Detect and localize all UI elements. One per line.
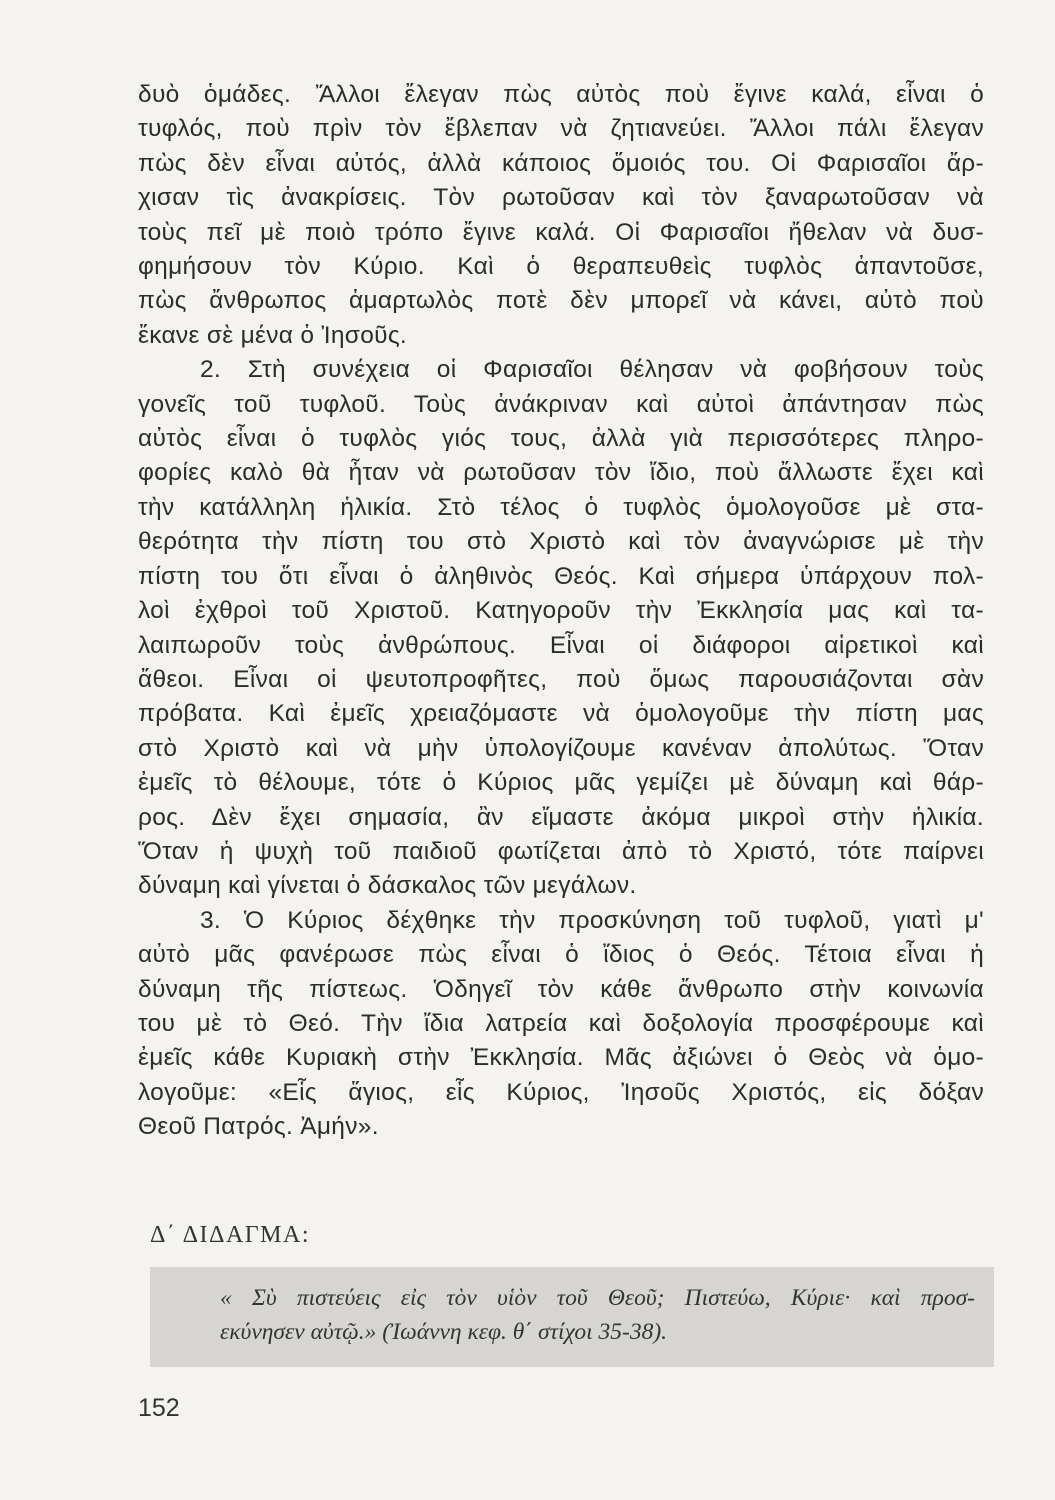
body-text [138, 78, 984, 1145]
text-line: πὼς δὲν εἶναι αὐτός, ἀλλὰ κάποιος ὅμοιός του. Οἱ Φαρισαῖοι ἄρ- [138, 149, 984, 177]
text-line: πὼς ἄνθρωπος ἁμαρτωλὸς ποτὲ δὲν μπορεῖ νὰ κάνει, αὐτὸ ποὺ [138, 287, 984, 315]
text-line: ἐμεῖς τὸ θέλουμε, τότε ὁ Κύριος μᾶς γεμίζει μὲ δύναμη καὶ θάρ- [138, 769, 984, 797]
text-line: του μὲ τὸ Θεό. Τὴν ἴδια λατρεία καὶ δοξολογία προσφέρουμε καὶ [138, 1009, 984, 1037]
text-line: δυὸ ὁμάδες. Ἄλλοι ἔλεγαν πὼς αὐτὸς ποὺ ἔγινε καλά, εἶναι ὁ [138, 81, 984, 108]
text-line: λαιπωροῦν τοὺς ἀνθρώπους. Εἶναι οἱ διάφοροι αἱρετικοὶ καὶ [138, 631, 984, 659]
text-line: Θεοῦ Πατρός. Ἀμήν». [138, 1113, 379, 1141]
text-line: ρος. Δὲν ἔχει σημασία, ἂν εἴμαστε ἀκόμα μικροὶ στὴν ἡλικία. [138, 803, 984, 831]
text-line: τὴν κατάλληλη ἡλικία. Στὸ τέλος ὁ τυφλὸς ὁμολογοῦσε μὲ στα- [138, 493, 984, 521]
text-line: γονεῖς τοῦ τυφλοῦ. Τοὺς ἀνάκριναν καὶ αὐτοὶ ἀπάντησαν πὼς [138, 390, 984, 418]
text-line: Ὅταν ἡ ψυχὴ τοῦ παιδιοῦ φωτίζεται ἀπὸ τὸ Χριστό, τότε παίρνει [138, 837, 984, 865]
text-line: δύναμη τῆς πίστεως. Ὁδηγεῖ τὸν κάθε ἄνθρωπο στὴν κοινωνία [138, 975, 984, 1003]
quote-line: « Σὺ πιστεύεις εἰς τὸν υἱὸν τοῦ Θεοῦ; Πιστεύω, Κύριε· καὶ προσ- [220, 1285, 975, 1311]
text-line: πίστη του ὅτι εἶναι ὁ ἀληθινὸς Θεός. Καὶ σήμερα ὑπάρχουν πολ- [138, 562, 984, 590]
text-line: φημήσουν τὸν Κύριο. Καὶ ὁ θεραπευθεὶς τυφλὸς ἀπαντοῦσε, [138, 253, 984, 281]
text-line: πρόβατα. Καὶ ἐμεῖς χρειαζόμαστε νὰ ὁμολογοῦμε τὴν πίστη μας [138, 700, 984, 728]
text-line: τοὺς πεῖ μὲ ποιὸ τρόπο ἔγινε καλά. Οἱ Φαρισαῖοι ἤθελαν νὰ δυσ- [138, 218, 984, 246]
text-line: αὐτὸς εἶναι ὁ τυφλὸς γιός τους, ἀλλὰ γιὰ περισσότερες πληρο- [138, 425, 984, 453]
scripture-quote [220, 1281, 975, 1349]
text-line: ἐμεῖς κάθε Κυριακὴ στὴν Ἐκκλησία. Μᾶς ἀξιώνει ὁ Θεὸς νὰ ὁμο- [138, 1044, 984, 1072]
page-number: 152 [138, 1394, 180, 1422]
quote-line: εκύνησεν αὐτῷ.» (Ἰωάννη κεφ. θ΄ στίχοι 35-38). [220, 1319, 668, 1345]
text-line: λοὶ ἐχθροὶ τοῦ Χριστοῦ. Κατηγοροῦν τὴν Ἐκκλησία μας καὶ τα- [138, 597, 984, 625]
text-line: τυφλός, ποὺ πρὶν τὸν ἔβλεπαν νὰ ζητιανεύει. Ἄλλοι πάλι ἔλεγαν [138, 115, 984, 143]
paragraph-2-start: 2. Στὴ συνέχεια οἱ Φαρισαῖοι θέλησαν νὰ φοβήσουν τοὺς [200, 356, 984, 384]
text-line: αὐτὸ μᾶς φανέρωσε πὼς εἶναι ὁ ἴδιος ὁ Θεός. Τέτοια εἶναι ἡ [138, 941, 984, 969]
paragraph-3-start: 3. Ὁ Κύριος δέχθηκε τὴν προσκύνηση τοῦ τυφλοῦ, γιατὶ μ' [200, 906, 984, 934]
text-line: δύναμη καὶ γίνεται ὁ δάσκαλος τῶν μεγάλων. [138, 872, 637, 900]
text-line: φορίες καλὸ θὰ ἦταν νὰ ρωτοῦσαν τὸν ἴδιο, ποὺ ἄλλωστε ἔχει καὶ [138, 459, 984, 487]
quote-box [150, 1267, 994, 1367]
section-heading: Δ΄ ΔΙΔΑΓΜΑ: [150, 1222, 311, 1248]
text-line: λογοῦμε: «Εἷς ἅγιος, εἷς Κύριος, Ἰησοῦς Χριστός, εἰς δόξαν [138, 1078, 984, 1106]
text-line: στὸ Χριστὸ καὶ νὰ μὴν ὑπολογίζουμε κανέναν ἀπολύτως. Ὅταν [138, 734, 984, 762]
text-line: χισαν τὶς ἀνακρίσεις. Τὸν ρωτοῦσαν καὶ τὸν ξαναρωτοῦσαν νὰ [138, 184, 984, 212]
text-line: ἄθεοι. Εἶναι οἱ ψευτοπροφῆτες, ποὺ ὅμως παρουσιάζονται σὰν [138, 665, 984, 693]
text-line: θερότητα τὴν πίστη του στὸ Χριστὸ καὶ τὸν ἀναγνώρισε μὲ τὴν [138, 528, 984, 556]
text-line: ἔκανε σὲ μένα ὁ Ἰησοῦς. [138, 321, 408, 349]
